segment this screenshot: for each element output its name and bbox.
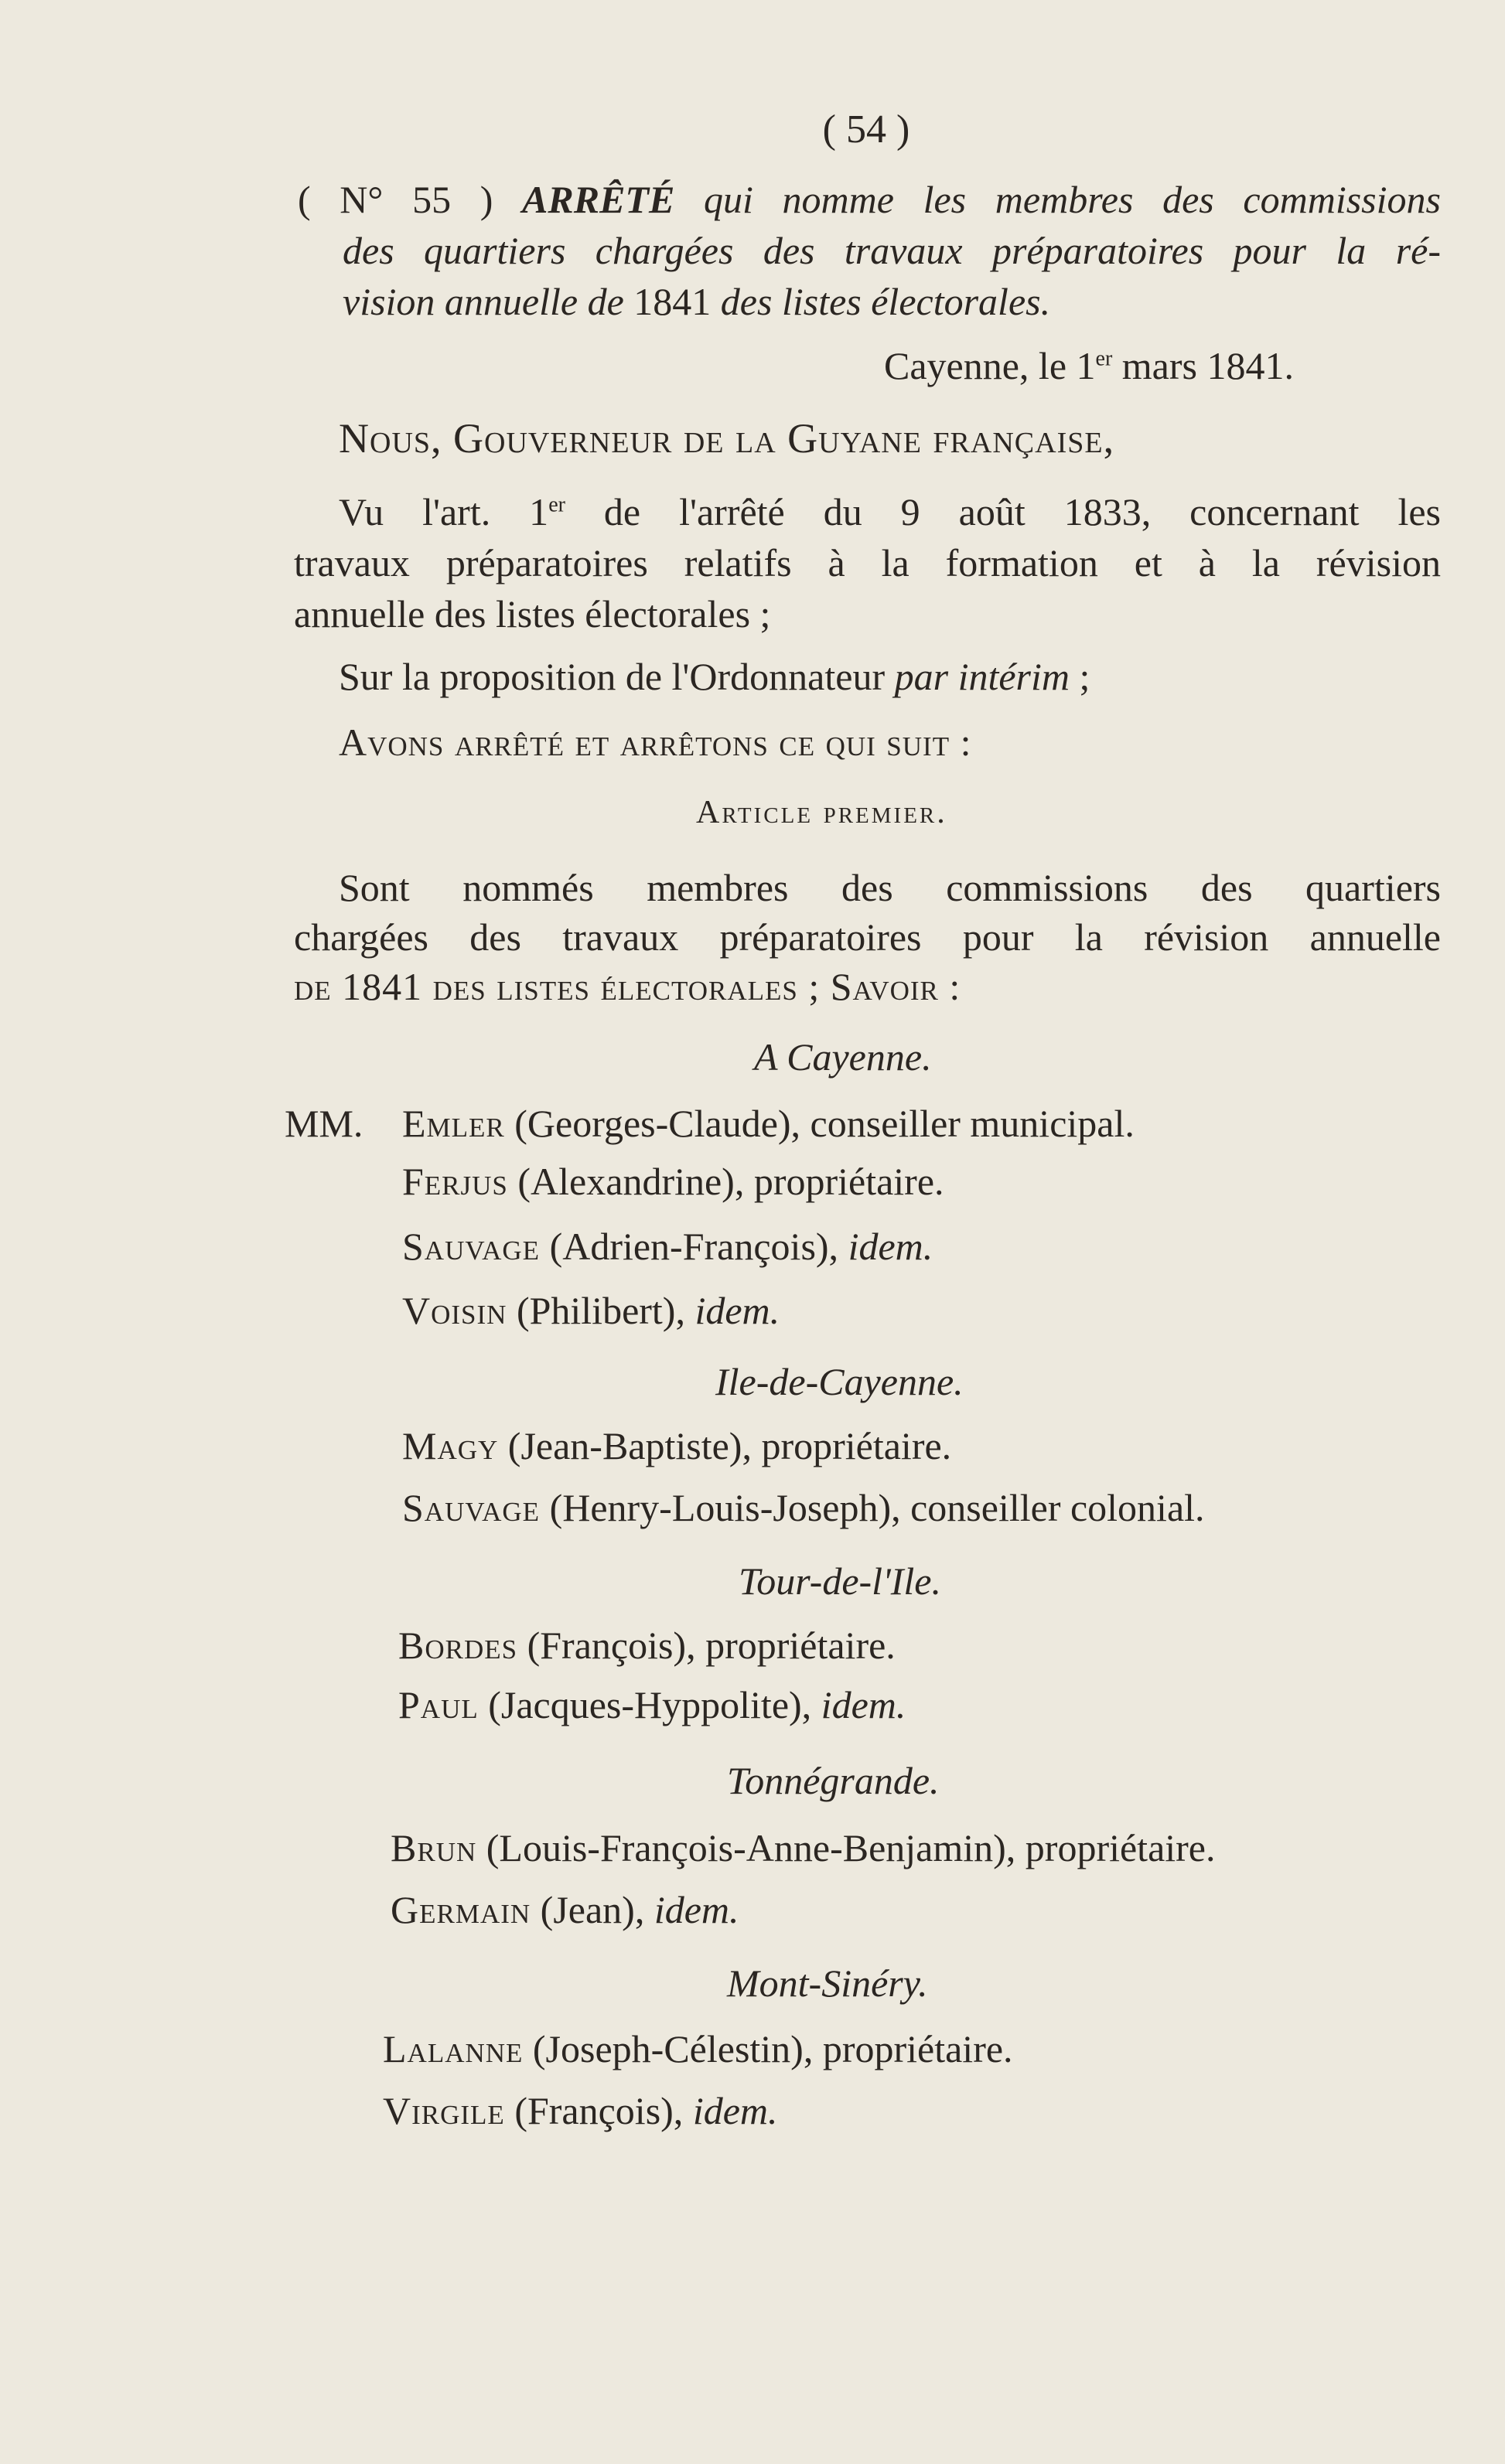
article-heading: Article premier. bbox=[696, 795, 947, 830]
decree-title-word: ARRÊTÉ bbox=[522, 178, 675, 221]
dateline-sup: er bbox=[1095, 346, 1113, 371]
place-heading: Tonnégrande. bbox=[727, 1759, 940, 1802]
page-number: ( 54 ) bbox=[822, 107, 910, 152]
decree-title-3b: des listes électorales. bbox=[720, 280, 1051, 323]
member-details: (Philibert), bbox=[507, 1289, 695, 1332]
member-line bbox=[402, 1104, 1135, 1143]
member-line bbox=[402, 1227, 933, 1266]
vu-line-1 bbox=[339, 492, 1441, 531]
member-line bbox=[383, 2091, 778, 2130]
member-idem: idem. bbox=[692, 2089, 778, 2132]
dateline bbox=[884, 346, 1294, 385]
decree-title-line-3 bbox=[343, 282, 1050, 321]
member-idem: idem. bbox=[821, 1683, 906, 1726]
member-surname: Emler bbox=[402, 1102, 505, 1145]
place-heading: A Cayenne. bbox=[754, 1035, 932, 1079]
sur-b: ; bbox=[1070, 655, 1090, 698]
member-line bbox=[391, 1828, 1216, 1867]
decree-title-rest: qui nomme les membres des commissions bbox=[703, 178, 1441, 221]
vu-line-3: annuelle des listes électorales ; bbox=[294, 592, 771, 636]
member-idem: idem. bbox=[848, 1225, 933, 1268]
sur-proposition-line bbox=[339, 657, 1090, 696]
decree-title-year: 1841 bbox=[633, 280, 712, 323]
member-surname: Ferjus bbox=[402, 1160, 508, 1203]
vu-line-2: travaux préparatoires relatifs à la formation et à la révision bbox=[294, 541, 1441, 584]
member-details: (Henry-Louis-Joseph), conseiller colonial. bbox=[540, 1486, 1205, 1529]
member-surname: Sauvage bbox=[402, 1225, 541, 1268]
member-details: (François), bbox=[504, 2089, 693, 2132]
member-surname: Paul bbox=[398, 1683, 479, 1726]
place-heading: Ile-de-Cayenne. bbox=[715, 1360, 964, 1403]
member-details: (Adrien-François), bbox=[540, 1225, 848, 1268]
member-details: (Jacques-Hyppolite), bbox=[478, 1683, 821, 1726]
member-line bbox=[402, 1162, 944, 1201]
member-line bbox=[383, 2029, 1013, 2068]
decree-title-line-1 bbox=[298, 180, 1441, 219]
member-line bbox=[398, 1685, 906, 1724]
sont-line-3: de 1841 des listes électorales ; Savoir : bbox=[294, 965, 961, 1008]
member-idem: idem. bbox=[694, 1289, 780, 1332]
member-line bbox=[402, 1488, 1205, 1527]
member-surname: Voisin bbox=[402, 1289, 507, 1332]
member-details: (Louis-François-Anne-Benjamin), propriétaire. bbox=[476, 1826, 1216, 1869]
sont-line-1: Sont nommés membres des commissions des quartiers bbox=[339, 866, 1441, 909]
decree-title-3a: vision annuelle de bbox=[343, 280, 624, 323]
member-line bbox=[402, 1426, 951, 1465]
member-line bbox=[398, 1626, 896, 1665]
member-surname: Magy bbox=[402, 1424, 499, 1467]
vu-sup: er bbox=[548, 492, 565, 517]
member-details: (Alexandrine), propriétaire. bbox=[507, 1160, 944, 1203]
decree-title-line-2: des quartiers chargées des travaux préparatoires pour la ré- bbox=[343, 229, 1441, 272]
mm-label: MM. bbox=[285, 1102, 363, 1145]
member-details: (Georges-Claude), conseiller municipal. bbox=[504, 1102, 1135, 1145]
member-details: (Joseph-Célestin), propriétaire. bbox=[523, 2027, 1013, 2070]
member-surname: Lalanne bbox=[383, 2027, 524, 2070]
member-details: (François), propriétaire. bbox=[517, 1624, 896, 1667]
sur-a: Sur la proposition de l'Ordonnateur bbox=[339, 655, 895, 698]
sur-interim: par intérim bbox=[894, 655, 1070, 698]
member-details: (Jean-Baptiste), propriétaire. bbox=[498, 1424, 952, 1467]
vu-b: de l'arrêté du 9 août 1833, concernant les bbox=[565, 490, 1441, 533]
member-surname: Brun bbox=[391, 1826, 477, 1869]
governor-line: Nous, Gouverneur de la Guyane française, bbox=[339, 415, 1115, 462]
avons-line: Avons arrêté et arrêtons ce qui suit : bbox=[339, 721, 972, 764]
member-line bbox=[391, 1890, 739, 1929]
place-heading: Tour-de-l'Ile. bbox=[739, 1559, 941, 1603]
dateline-a: Cayenne, le 1 bbox=[884, 344, 1096, 387]
place-heading: Mont-Sinéry. bbox=[727, 1961, 928, 2005]
vu-a: Vu l'art. 1 bbox=[339, 490, 549, 533]
member-idem: idem. bbox=[654, 1888, 739, 1931]
member-surname: Bordes bbox=[398, 1624, 518, 1667]
dateline-b: mars 1841. bbox=[1112, 344, 1294, 387]
member-surname: Germain bbox=[391, 1888, 531, 1931]
decree-number: ( N° 55 ) bbox=[298, 178, 493, 221]
sont-line-2: chargées des travaux préparatoires pour la révision annuelle bbox=[294, 915, 1441, 959]
member-surname: Sauvage bbox=[402, 1486, 541, 1529]
member-line bbox=[402, 1291, 780, 1330]
member-details: (Jean), bbox=[531, 1888, 654, 1931]
member-surname: Virgile bbox=[383, 2089, 505, 2132]
